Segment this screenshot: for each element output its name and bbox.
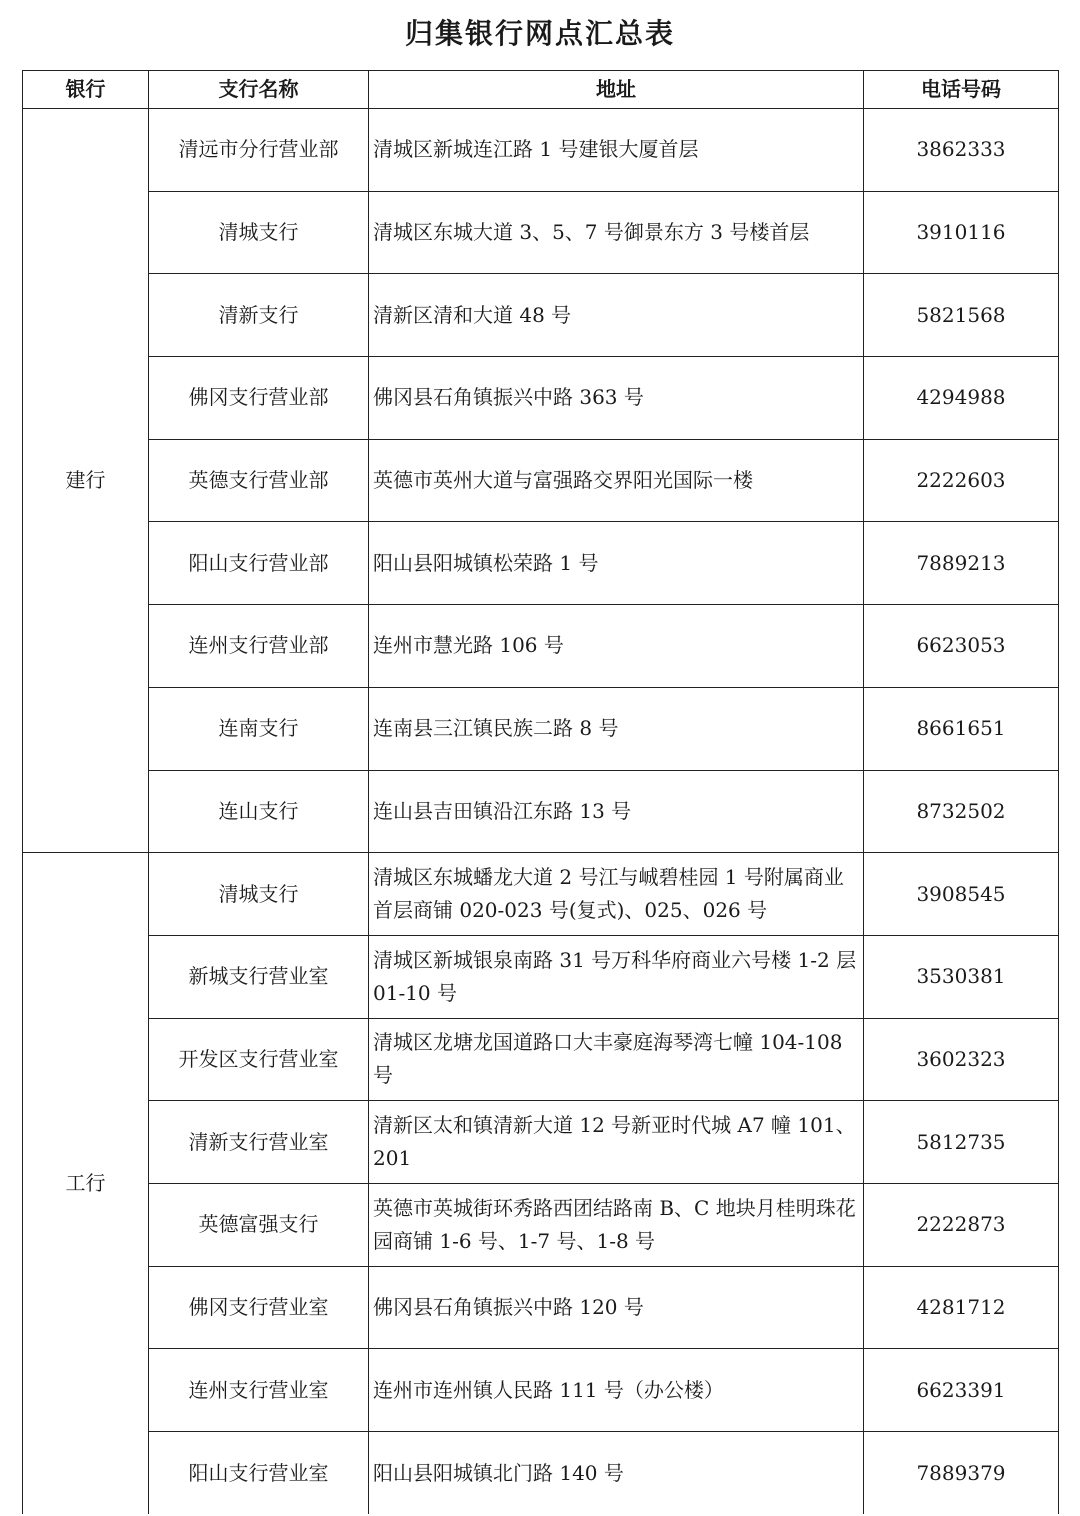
- header-branch-name: 支行名称: [149, 71, 369, 109]
- table-row: [23, 1349, 1059, 1432]
- branch-phone: 5821568: [864, 274, 1059, 357]
- branch-name: 连山支行: [149, 770, 369, 853]
- table-row: [23, 522, 1059, 605]
- branch-name: 清新支行营业室: [149, 1101, 369, 1184]
- branch-phone: 8661651: [864, 687, 1059, 770]
- branch-name: 阳山支行营业室: [149, 1432, 369, 1515]
- branch-address: 连州市连州镇人民路 111 号（办公楼）: [369, 1349, 864, 1432]
- branch-phone: 7889213: [864, 522, 1059, 605]
- branch-address: 阳山县阳城镇松荣路 1 号: [369, 522, 864, 605]
- table-row: [23, 274, 1059, 357]
- branch-address: 清城区新城银泉南路 31 号万科华府商业六号楼 1-2 层 01-10 号: [369, 935, 864, 1018]
- branch-phone: 2222603: [864, 439, 1059, 522]
- branch-address: 清新区清和大道 48 号: [369, 274, 864, 357]
- page-title: 归集银行网点汇总表: [404, 17, 675, 50]
- table-row: [23, 935, 1059, 1018]
- branch-address: 清城区新城连江路 1 号建银大厦首层: [369, 109, 864, 192]
- table-row: [23, 1266, 1059, 1349]
- bank-name: 建行: [23, 109, 149, 853]
- branch-name: 清新支行: [149, 274, 369, 357]
- branch-name: 阳山支行营业部: [149, 522, 369, 605]
- branch-name: 佛冈支行营业室: [149, 1266, 369, 1349]
- table-row: [23, 1018, 1059, 1101]
- table-row: [23, 770, 1059, 853]
- table-row: [23, 191, 1059, 274]
- branch-phone: 4281712: [864, 1266, 1059, 1349]
- branch-table: [22, 70, 1059, 1514]
- branch-name: 英德富强支行: [149, 1183, 369, 1266]
- branch-phone: 3602323: [864, 1018, 1059, 1101]
- table-row: [23, 1432, 1059, 1515]
- branch-address: 清新区太和镇清新大道 12 号新亚时代城 A7 幢 101、201: [369, 1101, 864, 1184]
- bank-name: 工行: [23, 853, 149, 1515]
- branch-name: 连州支行营业室: [149, 1349, 369, 1432]
- branch-phone: 3862333: [864, 109, 1059, 192]
- table-row: [23, 1183, 1059, 1266]
- branch-phone: 8732502: [864, 770, 1059, 853]
- branch-address: 连南县三江镇民族二路 8 号: [369, 687, 864, 770]
- branch-address: 连山县吉田镇沿江东路 13 号: [369, 770, 864, 853]
- header-phone: 电话号码: [864, 71, 1059, 109]
- branch-phone: 3910116: [864, 191, 1059, 274]
- branch-phone: 3530381: [864, 935, 1059, 1018]
- branch-phone: 2222873: [864, 1183, 1059, 1266]
- header-bank: 银行: [23, 71, 149, 109]
- header-row: [23, 71, 1059, 109]
- table-row: [23, 853, 1059, 936]
- branch-phone: 4294988: [864, 357, 1059, 440]
- branch-name: 连南支行: [149, 687, 369, 770]
- branch-address: 英德市英城街环秀路西团结路南 B、C 地块月桂明珠花园商铺 1-6 号、1-7 号、1-8 号: [369, 1183, 864, 1266]
- branch-address: 阳山县阳城镇北门路 140 号: [369, 1432, 864, 1515]
- branch-address: 英德市英州大道与富强路交界阳光国际一楼: [369, 439, 864, 522]
- branch-phone: 5812735: [864, 1101, 1059, 1184]
- table-row: [23, 109, 1059, 192]
- table-row: [23, 439, 1059, 522]
- branch-address: 清城区龙塘龙国道路口大丰豪庭海琴湾七幢 104-108 号: [369, 1018, 864, 1101]
- branch-phone: 3908545: [864, 853, 1059, 936]
- branch-phone: 6623391: [864, 1349, 1059, 1432]
- branch-address: 佛冈县石角镇振兴中路 120 号: [369, 1266, 864, 1349]
- branch-name: 开发区支行营业室: [149, 1018, 369, 1101]
- branch-address: 清城区东城蟠龙大道 2 号江与峸碧桂园 1 号附属商业首层商铺 020-023 号(复式)、025、026 号: [369, 853, 864, 936]
- branch-name: 连州支行营业部: [149, 605, 369, 688]
- table-row: [23, 605, 1059, 688]
- branch-address: 连州市慧光路 106 号: [369, 605, 864, 688]
- branch-name: 清城支行: [149, 853, 369, 936]
- branch-name: 清远市分行营业部: [149, 109, 369, 192]
- branch-name: 新城支行营业室: [149, 935, 369, 1018]
- branch-name: 英德支行营业部: [149, 439, 369, 522]
- branch-phone: 7889379: [864, 1432, 1059, 1515]
- table-row: [23, 1101, 1059, 1184]
- branch-name: 佛冈支行营业部: [149, 357, 369, 440]
- branch-phone: 6623053: [864, 605, 1059, 688]
- branch-address: 清城区东城大道 3、5、7 号御景东方 3 号楼首层: [369, 191, 864, 274]
- branch-name: 清城支行: [149, 191, 369, 274]
- header-address: 地址: [369, 71, 864, 109]
- table-row: [23, 357, 1059, 440]
- table-row: [23, 687, 1059, 770]
- branch-address: 佛冈县石角镇振兴中路 363 号: [369, 357, 864, 440]
